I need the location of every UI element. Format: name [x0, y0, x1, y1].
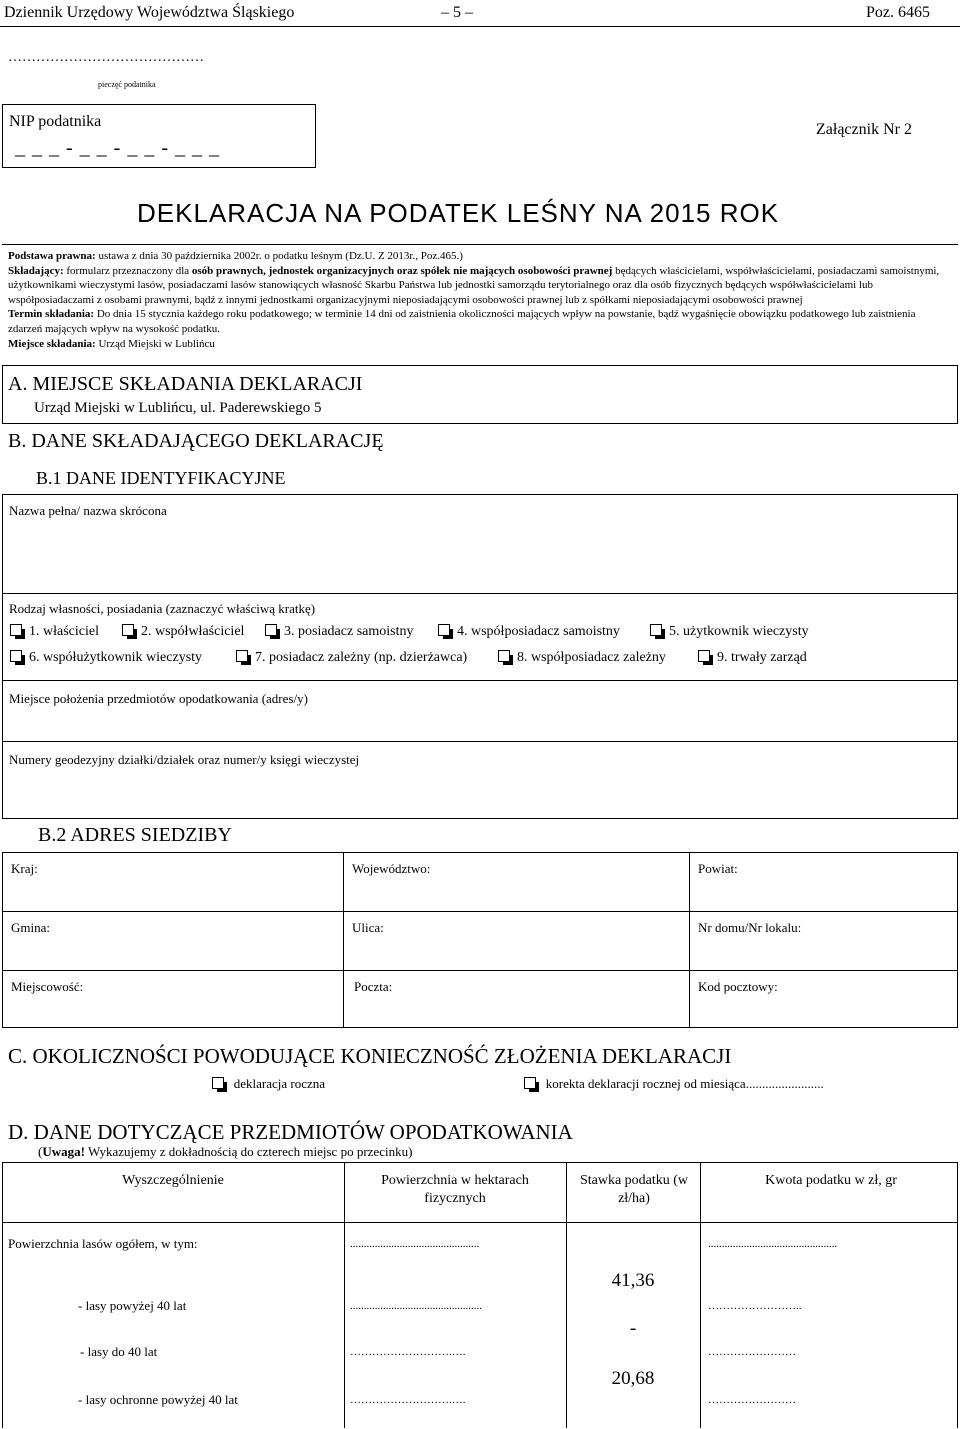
- option-label: 6. współużytkownik wieczysty: [29, 650, 203, 665]
- ownership-option-7[interactable]: [236, 650, 467, 666]
- filers-text-a: formularz przeznaczony dla: [63, 264, 192, 277]
- filers-bold: osób prawnych, jednostek organizacyjnych oraz spółek nie mających osobowości prawnej: [191, 264, 613, 277]
- option-label: 1. właściciel: [29, 624, 99, 639]
- filers-text-b: będących właścicielami, współwłaścicielami, posiadaczami samoistnymi, użytkownikami wieczystymi lasów, posiadaczami lasów stanowiących własność Skarbu Państwa lub jednostki samorządu terytorialnego oraz dla osób fizycznych będących współwłaścicielami lub współposiadaczami z osobami prawnymi, bądź z innymi jednostkami organizacyjnymi nieposiadającymi osobowości prawnej lub z spółkami nieposiadającymi osobowości prawnej: [8, 264, 940, 306]
- position-number: Poz. 6465: [866, 4, 930, 21]
- checkbox-icon: [236, 650, 248, 662]
- header-rule: [0, 26, 960, 27]
- document-title: DEKLARACJA NA PODATEK LEŚNY NA 2015 ROK: [137, 198, 780, 228]
- correction-label: korekta deklaracji rocznej od miesiąca........................: [545, 1076, 824, 1091]
- table-divider: [344, 1162, 345, 1428]
- row-under40-area[interactable]: ……………………….….: [350, 1346, 466, 1358]
- house-number-field[interactable]: [689, 911, 958, 971]
- post-office-label: Poczta:: [354, 979, 393, 994]
- commune-label: Gmina:: [11, 920, 50, 935]
- ownership-option-5[interactable]: [650, 624, 809, 640]
- table-divider: [700, 1162, 701, 1428]
- legal-basis-text: ustawa z dnia 30 października 2002r. o podatku leśnym (Dz.U. Z 2013r., Poz.465.): [95, 250, 463, 262]
- name-label: Nazwa pełna/ nazwa skrócona: [9, 503, 167, 518]
- deadline-info: [8, 307, 952, 336]
- checkbox-icon: [265, 624, 277, 636]
- location-field[interactable]: [2, 680, 958, 742]
- voivodeship-field[interactable]: [343, 852, 690, 912]
- post-office-field[interactable]: [343, 970, 690, 1028]
- ownership-option-3[interactable]: [265, 624, 413, 640]
- filers-label: Składający:: [8, 264, 64, 277]
- row-over40-amount[interactable]: ……………………..: [708, 1300, 802, 1312]
- county-field[interactable]: [689, 852, 958, 912]
- journal-title: Dziennik Urzędowy Województwa Śląskiego: [4, 4, 295, 21]
- postal-code-field[interactable]: [689, 970, 958, 1028]
- rate-over40: 41,36: [611, 1270, 655, 1291]
- section-b1-title: B.1 DANE IDENTYFIKACYJNE: [36, 468, 286, 488]
- checkbox-icon: [438, 624, 450, 636]
- place-info: [8, 337, 952, 352]
- section-b-title: B. DANE SKŁADAJĄCEGO DEKLARACJĘ: [8, 430, 384, 452]
- city-label: Miejscowość:: [11, 979, 84, 994]
- name-field[interactable]: [2, 494, 958, 594]
- option-label: 9. trwały zarząd: [717, 650, 807, 665]
- row-protective-amount[interactable]: ……………………: [708, 1394, 796, 1406]
- ownership-option-9[interactable]: [698, 650, 807, 666]
- section-c-title: C. OKOLICZNOŚCI POWODUJĄCE KONIECZNOŚĆ ZŁOŻENIA DEKLARACJI: [8, 1044, 732, 1068]
- street-field[interactable]: [343, 911, 690, 971]
- deadline-text: Do dnia 15 stycznia każdego roku podatkowego; w terminie 14 dni od zaistnienia okoliczności mających wpływ na powstanie, bądź wygaśnięcie obowiązku podatkowego lub zaistnienia zdarzeń mających wpływ na wysokość podatku.: [8, 308, 916, 335]
- filers-info: [8, 264, 952, 308]
- row-total-label: Powierzchnia lasów ogółem, w tym:: [8, 1236, 198, 1251]
- checkbox-icon: [498, 650, 510, 662]
- place-label: Miejsce składania:: [8, 337, 96, 350]
- annual-declaration-option[interactable]: [212, 1076, 325, 1092]
- correction-option[interactable]: [524, 1076, 824, 1092]
- ownership-option-6[interactable]: [10, 650, 202, 666]
- row-under40-amount[interactable]: ……………………: [708, 1346, 796, 1358]
- section-d-note: [38, 1144, 412, 1160]
- rate-under40: -: [629, 1318, 637, 1339]
- row-over40-label: - lasy powyżej 40 lat: [78, 1298, 187, 1313]
- ownership-option-8[interactable]: [498, 650, 666, 666]
- note-text: Wykazujemy z dokładnością do czterech miejsc po przecinku): [84, 1144, 413, 1159]
- street-label: Ulica:: [352, 920, 384, 935]
- deadline-label: Termin składania:: [8, 308, 95, 321]
- county-label: Powiat:: [698, 861, 738, 876]
- postal-code-label: Kod pocztowy:: [698, 979, 778, 994]
- row-under40-label: - lasy do 40 lat: [80, 1344, 158, 1359]
- checkbox-icon: [10, 650, 22, 662]
- stamp-dots: ……………………………………: [8, 50, 204, 65]
- option-label: 5. użytkownik wieczysty: [669, 624, 809, 639]
- row-total-amount[interactable]: ...............................................: [708, 1238, 838, 1250]
- ownership-option-1[interactable]: [10, 624, 99, 640]
- city-field[interactable]: [2, 970, 344, 1028]
- country-field[interactable]: [2, 852, 344, 912]
- checkbox-icon: [650, 624, 662, 636]
- parcels-label: Numery geodezyjny działki/działek oraz numer/y księgi wieczystej: [9, 752, 360, 767]
- parcels-field[interactable]: [2, 741, 958, 819]
- house-number-label: Nr domu/Nr lokalu:: [698, 920, 802, 935]
- col-header-amount: Kwota podatku w zł, gr: [765, 1173, 897, 1188]
- col-header-area: Powierzchnia w hektarach fizycznych: [381, 1173, 529, 1206]
- voivodeship-label: Województwo:: [352, 861, 431, 876]
- annex-label: Załącznik Nr 2: [816, 121, 912, 138]
- section-a-title: A. MIEJSCE SKŁADANIA DEKLARACJI: [8, 373, 363, 395]
- checkbox-icon: [122, 624, 134, 636]
- rate-protective: 20,68: [611, 1368, 655, 1389]
- option-label: 4. współposiadacz samoistny: [457, 624, 620, 639]
- commune-field[interactable]: [2, 911, 344, 971]
- checkbox-icon: [212, 1077, 224, 1089]
- option-label: 8. współposiadacz zależny: [517, 650, 666, 665]
- checkbox-icon: [10, 624, 22, 636]
- note-open: (: [38, 1144, 43, 1159]
- annual-declaration-label: deklaracja roczna: [233, 1076, 326, 1091]
- section-d-title: D. DANE DOTYCZĄCE PRZEDMIOTÓW OPODATKOWANIA: [8, 1120, 573, 1144]
- nip-pattern: _ _ _ - _ _ - _ _ - _ _ _: [15, 137, 220, 159]
- option-label: 2. współwłaściciel: [141, 624, 245, 639]
- checkbox-icon: [698, 650, 710, 662]
- row-total-area[interactable]: ...............................................: [350, 1238, 480, 1250]
- country-label: Kraj:: [11, 861, 38, 876]
- section-b2-title: B.2 ADRES SIEDZIBY: [38, 824, 232, 846]
- nip-label: NIP podatnika: [9, 113, 102, 130]
- legal-basis-label: Podstawa prawna:: [8, 250, 96, 262]
- legal-info-box: [2, 244, 958, 366]
- page-header: [0, 0, 960, 26]
- place-text: Urząd Miejski w Lublińcu: [95, 337, 215, 350]
- nip-box[interactable]: [2, 104, 316, 168]
- table-header-rule: [2, 1222, 958, 1223]
- option-label: 7. posiadacz zależny (np. dzierżawca): [255, 650, 468, 665]
- ownership-option-4[interactable]: [438, 624, 620, 640]
- page-number: – 5 –: [441, 4, 473, 21]
- col-header-item: Wyszczególnienie: [122, 1173, 224, 1188]
- row-protective-label: - lasy ochronne powyżej 40 lat: [78, 1392, 238, 1407]
- note-bold: Uwaga!: [42, 1144, 85, 1159]
- location-label: Miejsce położenia przedmiotów opodatkowania (adres/y): [9, 691, 308, 706]
- ownership-label: Rodzaj własności, posiadania (zaznaczyć właściwą kratkę): [9, 601, 316, 616]
- row-over40-area[interactable]: ................................................: [350, 1300, 482, 1312]
- row-protective-area[interactable]: ……………………….….: [350, 1394, 466, 1406]
- checkbox-icon: [524, 1077, 536, 1089]
- stamp-label: pieczęć podatnika: [98, 80, 156, 89]
- col-header-rate: Stawka podatku (w zł/ha): [579, 1173, 689, 1206]
- ownership-option-2[interactable]: [122, 624, 244, 640]
- section-a-text: Urząd Miejski w Lublińcu, ul. Paderewskiego 5: [34, 400, 322, 416]
- legal-basis: [8, 249, 952, 264]
- option-label: 3. posiadacz samoistny: [284, 624, 414, 639]
